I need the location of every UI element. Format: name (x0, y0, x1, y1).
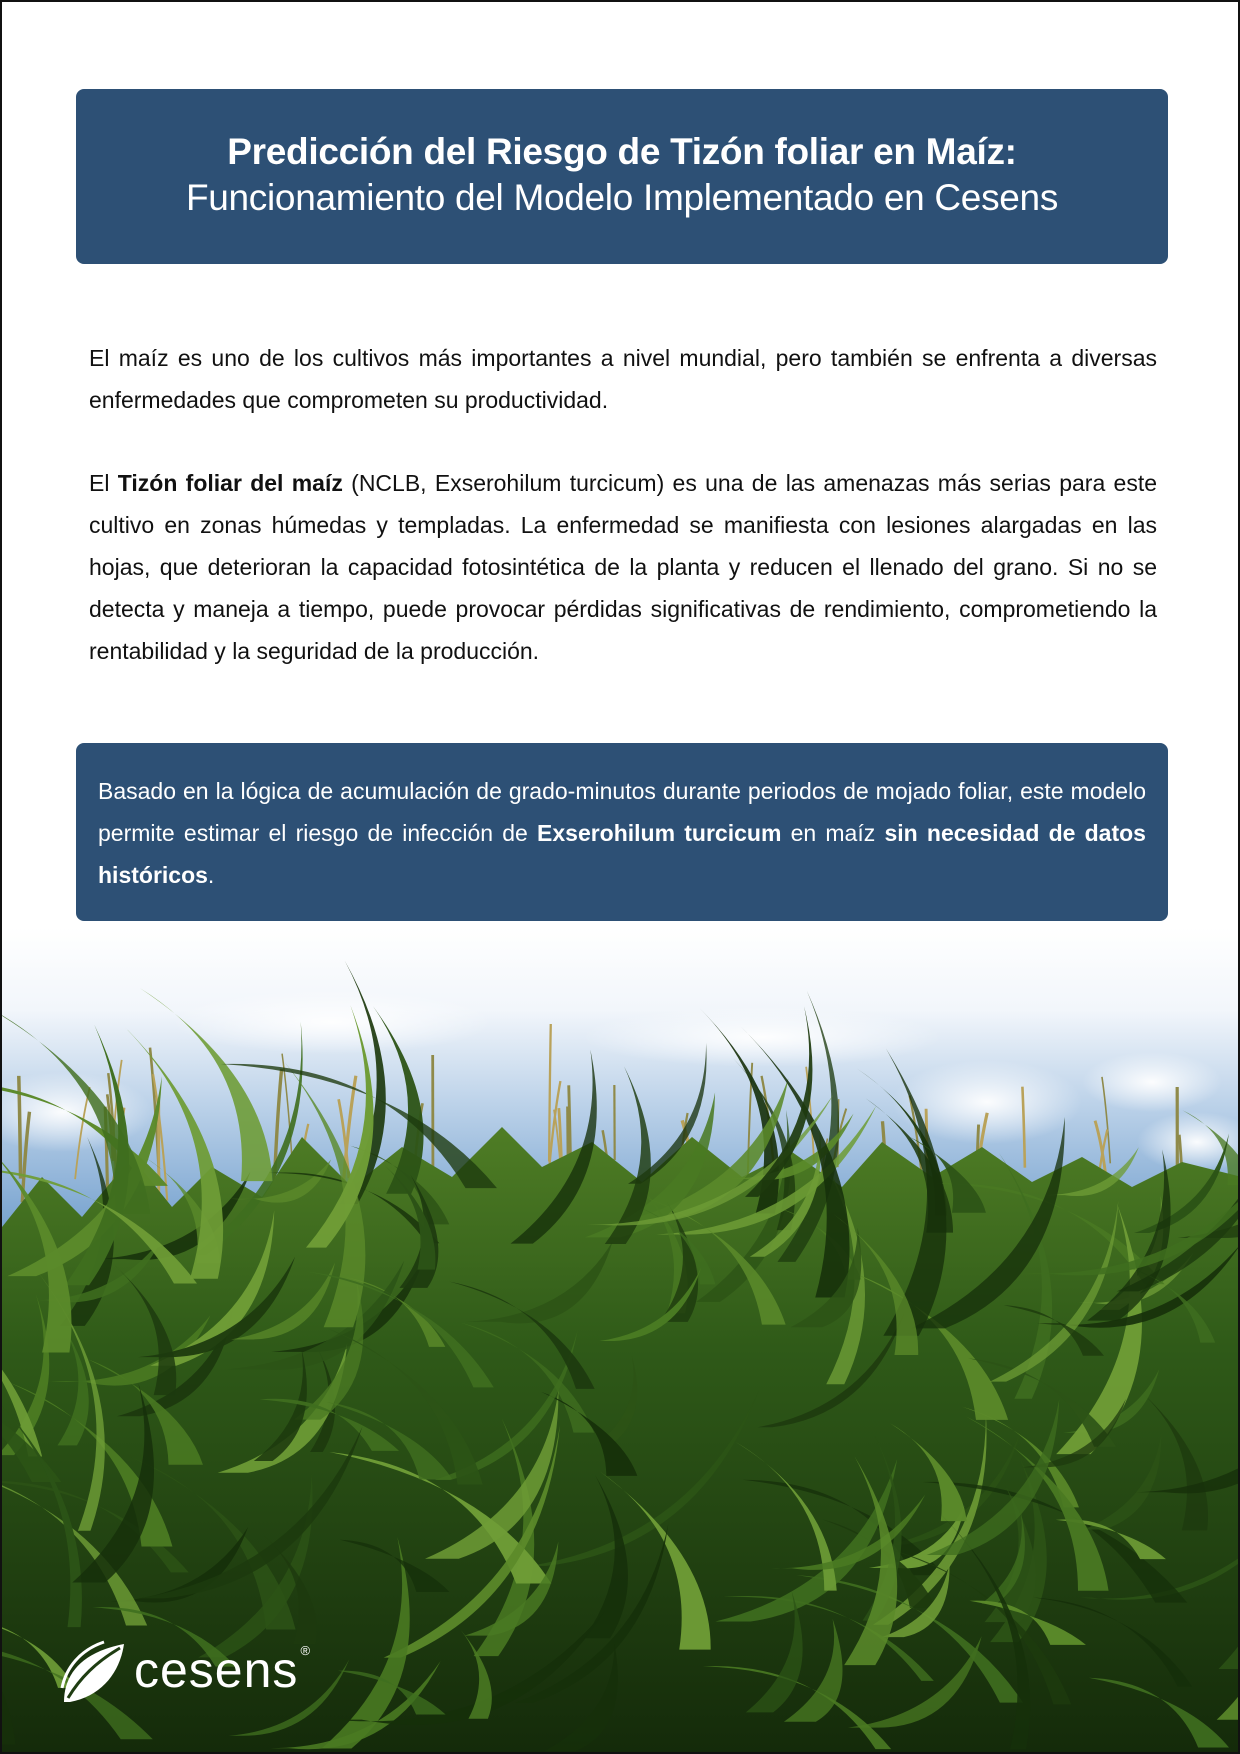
cesens-wordmark: cesens (134, 1642, 299, 1698)
pathogen-name: Exserohilum turcicum (537, 820, 782, 846)
cornfield-photo (2, 927, 1240, 1754)
title-banner (76, 89, 1168, 264)
summary-text-2: en maíz (781, 820, 885, 846)
registered-mark: ® (300, 1642, 311, 1658)
summary-text-1: Basado en la lógica de acumulación de grado-minutos durante periodos de mojado foliar, este modelo permite estimar el riesgo de infección de (98, 778, 1146, 846)
cesens-leaf-icon (58, 1638, 130, 1706)
intro-paragraph-2 (89, 462, 1157, 672)
tassel (19, 1076, 21, 1179)
disease-name: Tizón foliar del maíz (117, 470, 343, 496)
model-summary-box (76, 743, 1168, 921)
paragraph-2-body: (NCLB, Exserohilum turcicum) es una de las amenazas más serias para este cultivo en zonas húmedas y templadas. La enfermedad se manifiesta con lesiones alargadas en las hojas, que deterioran la capacidad fotosintética de la planta y reducen el llenado del grano. Si no se detecta y maneja a tiempo, puede provocar pérdidas significativas de rendimiento, comprometiendo la rentabilidad y la seguridad de la producción. (89, 470, 1157, 664)
summary-text-3: . (207, 862, 215, 888)
cornfield-illustration (2, 927, 1240, 1754)
page-subtitle: Funcionamiento del Modelo Implementado en Cesens (185, 177, 1059, 218)
no-historical-data: sin necesidad de datos históricos (98, 820, 1146, 888)
page-title: Predicción del Riesgo de Tizón foliar en Maíz: (227, 131, 1017, 172)
intro-paragraph-1: El maíz es uno de los cultivos más importantes a nivel mundial, pero también se enfrenta a diversas enfermedades que comprometen su productividad. (89, 345, 1157, 413)
cesens-logo (58, 1638, 310, 1706)
paragraph-2-prefix: El (89, 470, 118, 496)
